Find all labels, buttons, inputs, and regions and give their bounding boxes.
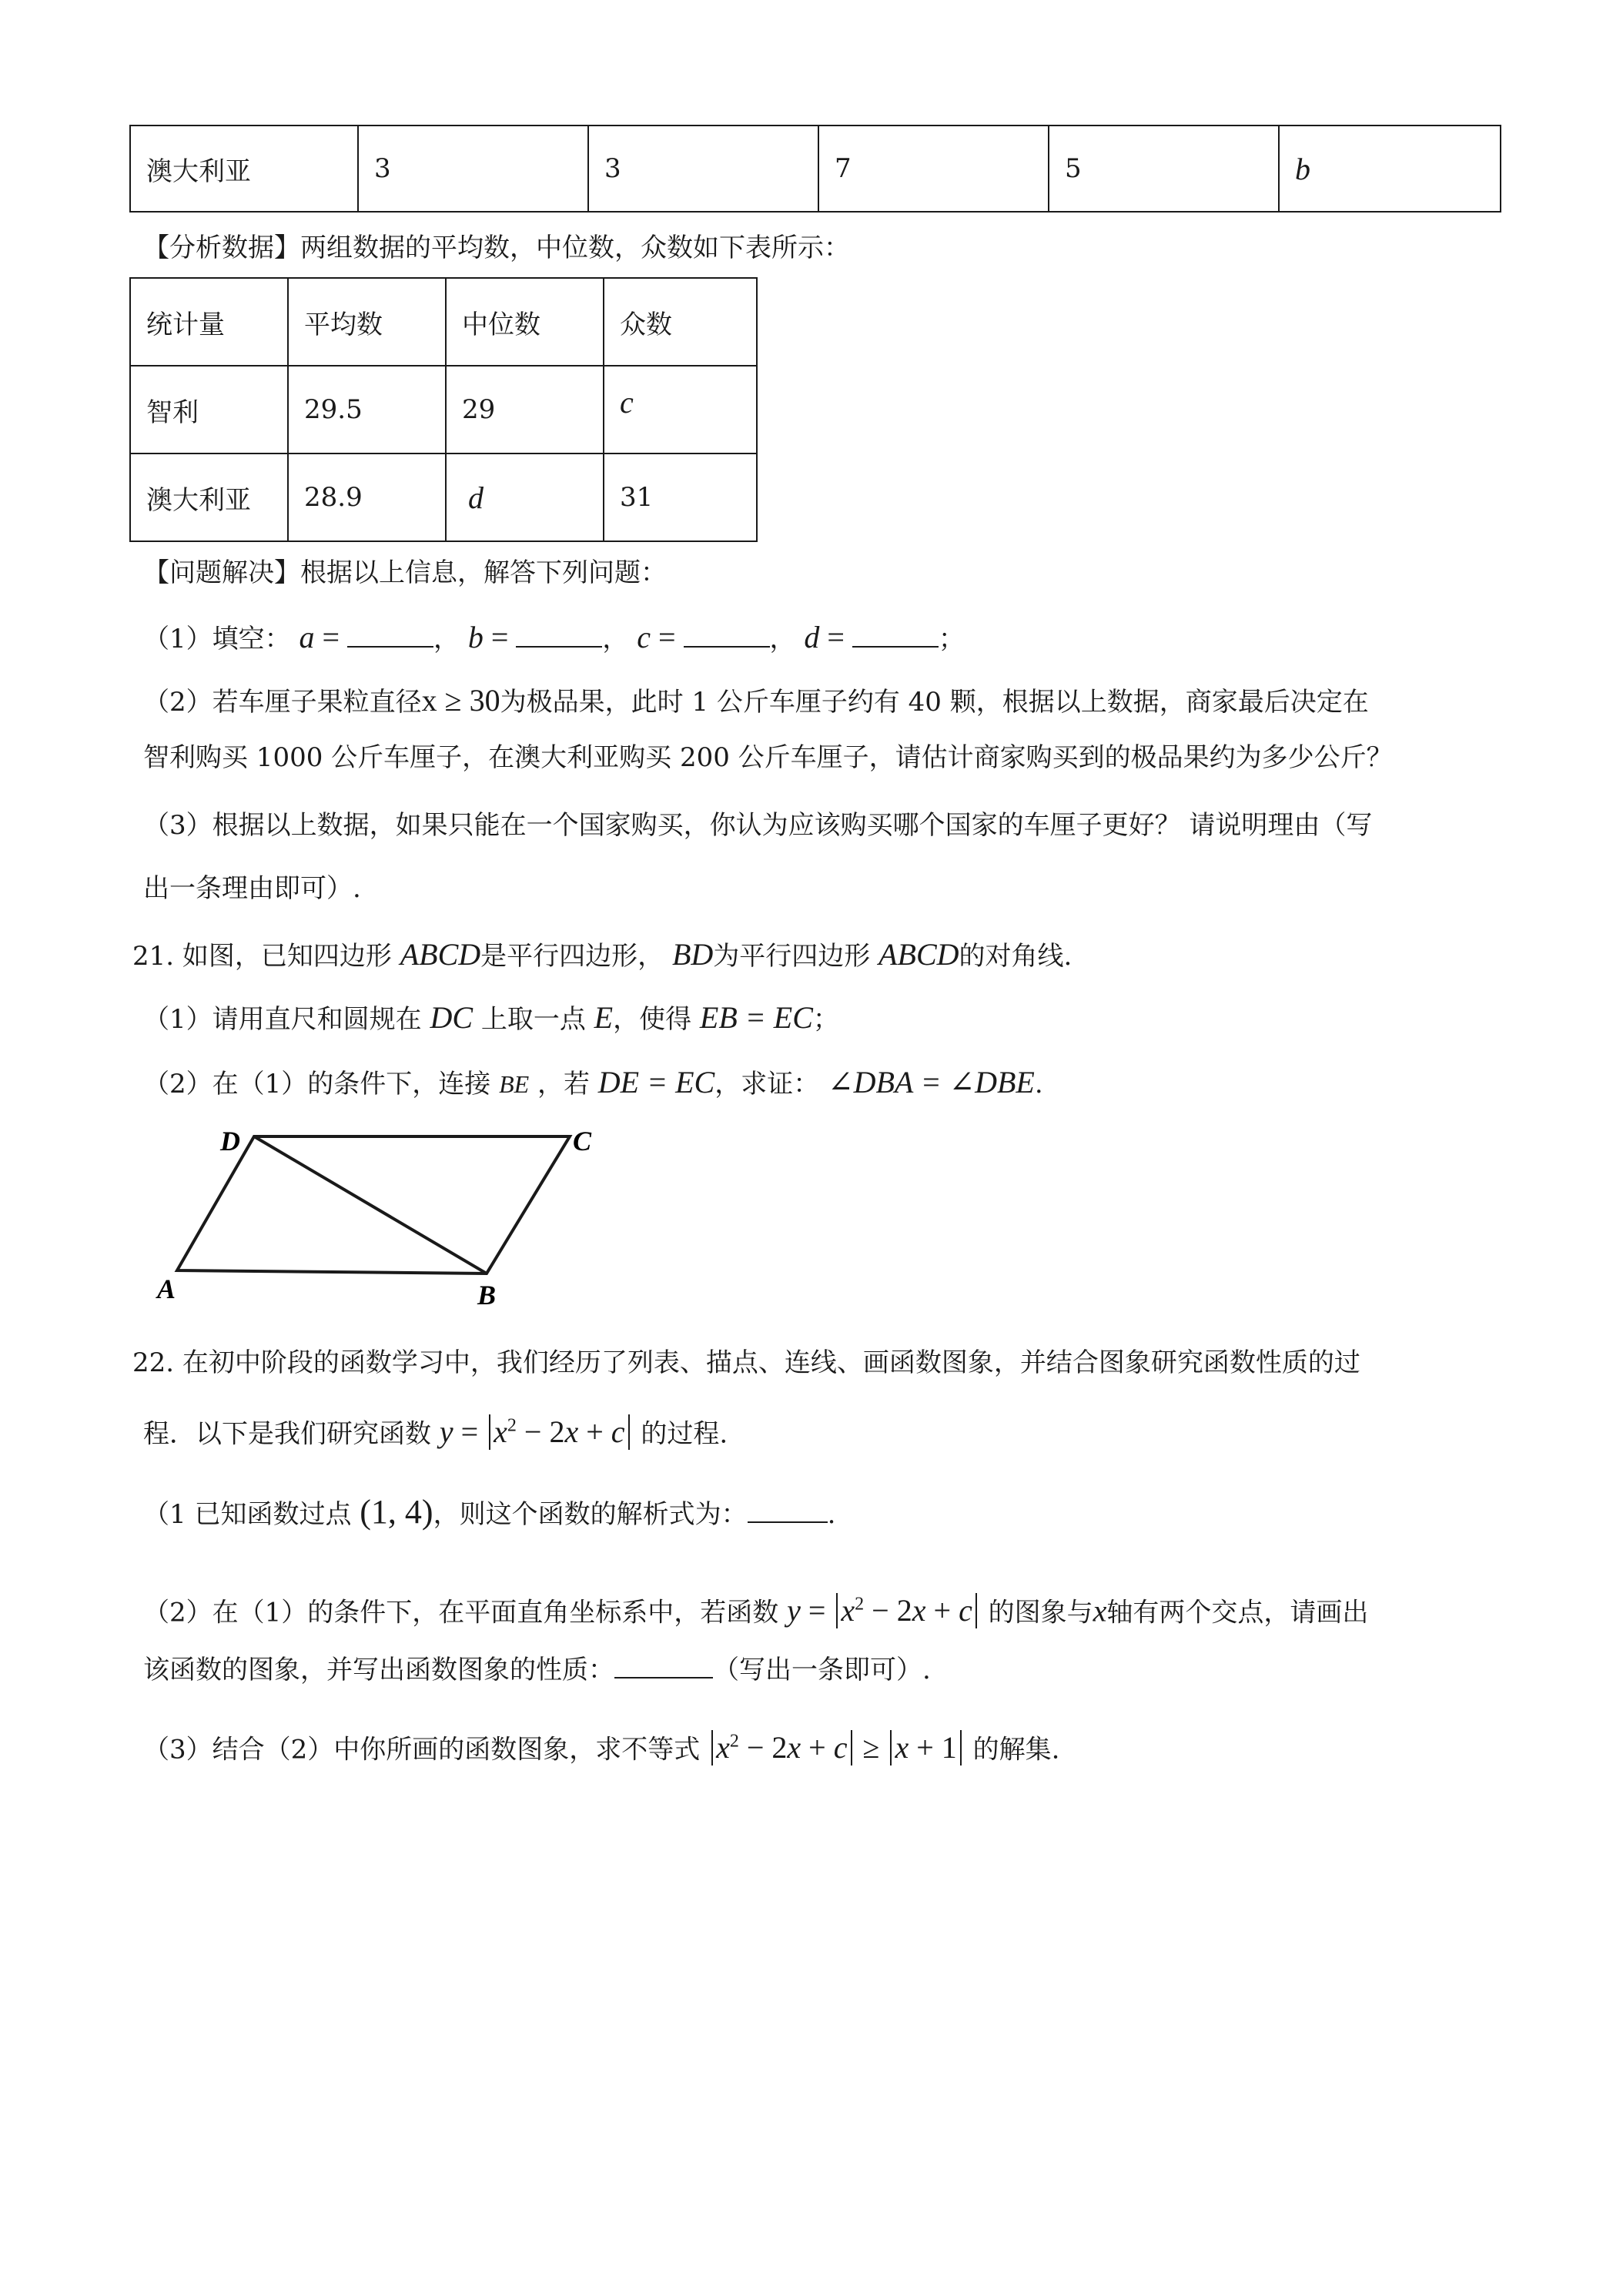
q22-text: （1 已知函数过点 [143,1499,352,1530]
q1-prefix: （1）填空： [143,624,291,654]
q3-line1: （3）根据以上数据，如果只能在一个国家购买，你认为应该购买哪个国家的车厘子更好？ 请说明理由（写 [143,810,1373,841]
table-cell: 7 [818,126,1049,212]
table-cell: 5 [1049,126,1279,212]
q21-text: 的对角线. [959,941,1073,972]
abs-bar [890,1730,892,1766]
answer-blank-c[interactable] [684,623,770,648]
table-cell: 澳大利亚 [130,126,358,212]
q3-line2: 出一条理由即可）. [143,873,361,904]
q22-text: . [827,1499,836,1530]
q2-inequality: x ≥ 30 [421,683,500,718]
q21-text: （1）请用直尺和圆规在 [143,1004,422,1035]
answer-blank-expression[interactable] [748,1498,828,1523]
table-header: 统计量 [130,278,288,366]
q22-text: 的过程. [641,1418,728,1450]
table-cell: b [1279,126,1501,212]
q22-text: 该函数的图象，并写出函数图象的性质： [143,1655,614,1685]
math-abcd: ABCD [878,937,959,972]
abs-bar [960,1730,962,1766]
answer-blank-d[interactable] [852,623,939,648]
equals-sign: = [819,620,852,654]
q2-line2: 智利购买 1000 公斤车厘子，在澳大利亚购买 200 公斤车厘子，请估计商家购买到的极品果约为多少公斤？ [143,742,1393,773]
answer-blank-property[interactable] [614,1654,713,1678]
q2-text: （2）若车厘子果粒直径 [143,687,422,718]
table-header: 平均数 [288,278,446,366]
q22-text: （2）在（1）的条件下，在平面直角坐标系中，若函数 [143,1597,779,1628]
q21-text: 为平行四边形 [713,941,871,972]
q22-p2-line1 [143,1589,1368,1628]
table-cell: 澳大利亚 [130,454,288,541]
top-data-table [129,125,1501,213]
q21-text: ； [812,1004,839,1035]
var-c: c [637,620,651,654]
q22-text: ，则这个函数的解析式为： [433,1499,748,1530]
abs-bar [711,1730,713,1766]
q21-line2 [143,1002,839,1035]
q21-text: 上取一点 [480,1004,586,1035]
function-expression: $y = x^2 - 2x + c$ [440,1414,633,1449]
math-abcd: ABCD [400,937,481,972]
table-header: 众数 [604,278,757,366]
q22-text: （3）结合（2）中你所画的函数图象，求不等式 [143,1734,701,1766]
q22-text: （写出一条即可）. [713,1655,931,1685]
q22-p2-line2 [143,1654,931,1685]
equals-sign: = [483,620,517,654]
math-x: x [1093,1593,1107,1628]
q22-line1: 22. 在初中阶段的函数学习中，我们经历了列表、描点、连线、画函数图象，并结合图象研究函数性质的过 [132,1347,1360,1378]
inequality-expression: $x^2 - 2x + c \ge x + 1$ [708,1730,965,1765]
point-expression: (1, 4) [360,1493,433,1531]
vertex-label-c: C [573,1126,592,1156]
vertex-label-d: D [220,1126,240,1156]
table-row [130,278,757,366]
q22-line2 [143,1411,728,1450]
analysis-heading: 【分析数据】两组数据的平均数，中位数，众数如下表所示： [143,233,850,263]
q22-text: 轴有两个交点，请画出 [1106,1597,1369,1628]
var-a: a [299,620,315,654]
q22-text: 的解集. [972,1734,1060,1766]
q21-line1 [132,939,1072,972]
q1-line: （1）填空： a = ， b = ， c = ， d = ； [143,620,965,654]
q2-text: 为极品果，此时 1 公斤车厘子约有 40 颗，根据以上数据，商家最后决定在 [500,687,1369,718]
function-expression: $y = x^2 - 2x + c$ [787,1593,980,1628]
abs-bar [975,1593,977,1628]
vertex-label-b: B [477,1280,497,1309]
var-d: d [804,620,820,654]
table-cell: 28.9 [288,454,446,541]
table-cell: 29.5 [288,366,446,454]
table-cell: c [604,366,757,454]
equals-sign: = [650,620,684,654]
q22-p3 [143,1726,1059,1766]
math-angles: ∠DBA = ∠DBE [828,1065,1035,1099]
q21-text: 21. 如图，已知四边形 [132,941,392,972]
abs-bar [836,1593,838,1628]
abs-bar [628,1414,630,1450]
math-dc: DC [430,1000,474,1035]
math-be: BE [499,1070,530,1098]
vertex-label-a: A [157,1274,176,1304]
q21-text: ，使得 [613,1004,692,1035]
table-row [130,454,757,541]
parallelogram-shape [177,1136,570,1274]
equals-sign: = [314,620,348,654]
parallelogram-figure [146,1124,624,1309]
table-cell: 3 [358,126,588,212]
q21-text: ，求证： [714,1069,820,1099]
table-cell: 31 [604,454,757,541]
table-cell: 29 [446,366,604,454]
math-de-ec: DE = EC [597,1065,715,1099]
q22-text: 程．以下是我们研究函数 [143,1418,431,1450]
math-bd: BD [671,937,714,972]
math-e: E [594,1000,614,1035]
math-eb-ec: EB = EC [699,1000,813,1035]
q21-text: （2）在（1）的条件下，连接 [143,1069,491,1099]
table-cell: d [446,454,604,541]
diagonal-bd [254,1136,487,1274]
q21-text: 是平行四边形， [480,941,664,972]
abs-bar [489,1414,490,1450]
q2-line1 [143,685,1369,718]
problem-heading: 【问题解决】根据以上信息，解答下列问题： [143,557,667,588]
q22-p1 [143,1493,836,1531]
analysis-table [129,277,758,542]
table-header: 中位数 [446,278,604,366]
table-cell: 智利 [130,366,288,454]
abs-bar [851,1730,852,1766]
q21-line3 [143,1067,1043,1099]
q21-text: . [1034,1069,1043,1099]
answer-blank-a[interactable] [347,623,433,648]
table-cell: 3 [588,126,818,212]
answer-blank-b[interactable] [516,623,602,648]
table-row [130,366,757,454]
var-b: b [467,620,484,654]
q22-text: 的图象与 [988,1597,1093,1628]
q21-text: ，若 [537,1069,590,1099]
table-row [130,126,1501,212]
